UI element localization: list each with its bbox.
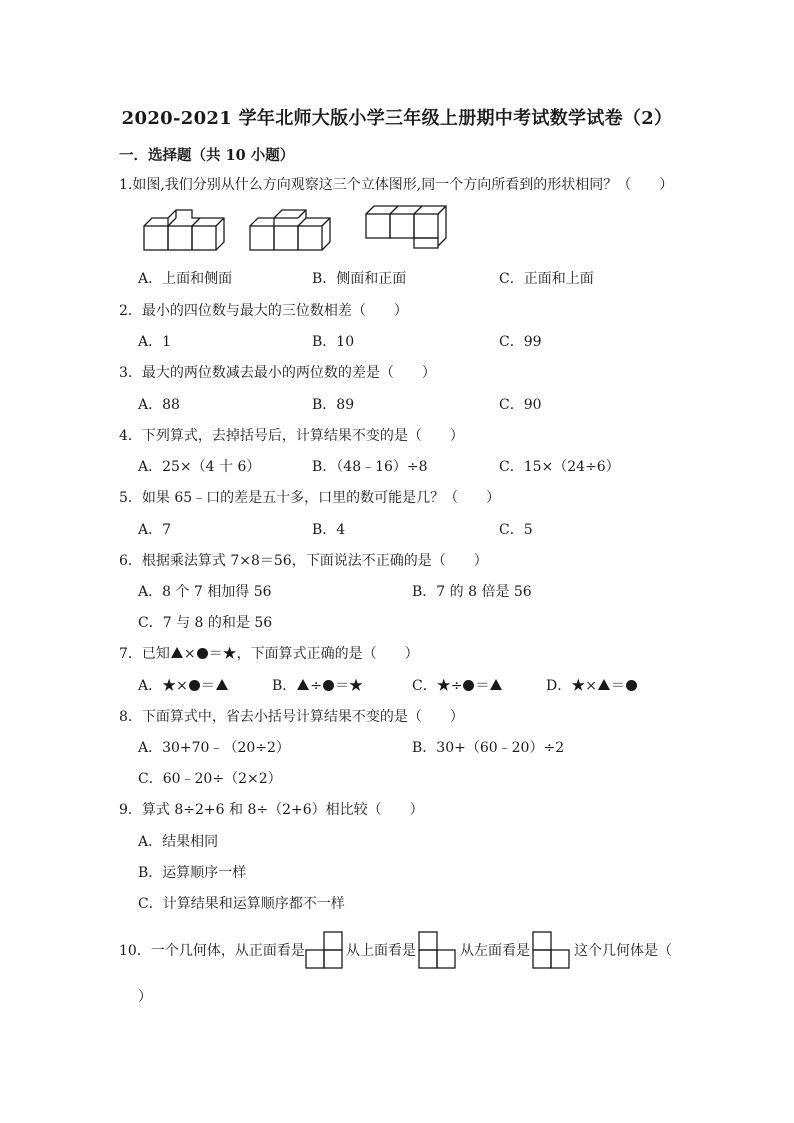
star-icon: ★ [162,678,177,694]
question-4-stem: 4．下列算式，去掉括号后，计算结果不变的是（ ） [119,428,464,444]
cube-figure-3 [366,206,446,248]
circle-icon [197,648,208,659]
q8-option-a[interactable]: A．30+70﹣（20÷2） [138,740,290,756]
q3-option-a[interactable]: A．88 [138,397,180,413]
question-1-stem: 1.如图,我们分别从什么方向观察这三个立体图形,同一个方向所看到的形状相同？（ ） [119,177,674,193]
question-6-stem: 6．根据乘法算式 7×8＝56，下面说法不正确的是（ ） [119,553,488,569]
question-10-stem-part1: 10．一个几何体，从正面看是 [119,943,305,959]
q1-option-b[interactable]: B．侧面和正面 [312,271,407,287]
page-title: 2020-2021 学年北师大版小学三年级上册期中考试数学试卷（2） [121,108,673,129]
q6-option-b[interactable]: B．7 的 8 倍是 56 [412,584,532,600]
question-10-stem-part5: ） [138,989,152,1005]
question-5-stem: 5．如果 65﹣口的差是五十多，口里的数可能是几？（ ） [119,490,501,506]
circle-icon [463,680,474,691]
q3-option-b[interactable]: B．89 [312,397,355,413]
question-9-stem: 9．算式 8÷2+6 和 8÷（2+6）相比较（ ） [119,802,424,818]
question-2-stem: 2．最小的四位数与最大的三位数相差（ ） [119,303,408,319]
question-3-stem: 3．最大的两位数减去最小的两位数的差是（ ） [119,365,436,381]
question-10-stem-part4: 这个几何体是（ [574,943,672,959]
section-heading: 一．选择题（共 10 小题） [119,147,295,164]
star-icon: ★ [436,678,451,694]
q2-option-c[interactable]: C．99 [499,334,542,350]
q4-option-c[interactable]: C．15×（24÷6） [499,459,620,475]
circle-icon [626,680,637,691]
q2-option-a[interactable]: A．1 [138,334,172,350]
q5-option-b[interactable]: B．4 [312,522,346,538]
triangle-icon [598,679,610,690]
triangle-icon [297,679,309,690]
q5-option-a[interactable]: A．7 [138,522,172,538]
q6-option-a[interactable]: A．8 个 7 相加得 56 [138,584,272,600]
question-7-stem: 7．已知 × ＝★，下面算式正确的是（ ） [119,646,419,662]
q7-option-a[interactable]: A．★× ＝ [138,677,229,695]
q9-option-a[interactable]: A．结果相同 [138,834,219,850]
star-icon: ★ [571,678,586,694]
question-8-stem: 8．下面算式中，省去小括号计算结果不变的是（ ） [119,709,464,725]
q2-option-b[interactable]: B．10 [312,334,355,350]
star-icon: ★ [222,646,237,662]
top-view-figure [418,930,458,970]
q7-option-d[interactable]: D．★× ＝ [546,677,638,695]
q9-option-b[interactable]: B．运算顺序一样 [138,865,247,881]
q3-option-c[interactable]: C．90 [499,397,542,413]
q6-option-c[interactable]: C．7 与 8 的和是 56 [138,615,273,631]
star-icon: ★ [349,678,364,694]
front-view-figure [305,930,345,970]
q9-option-c[interactable]: C．计算结果和运算顺序都不一样 [138,896,345,912]
q7-option-c[interactable]: C．★÷ ＝ [412,677,503,695]
q4-option-a[interactable]: A．25×（4 十 6） [138,459,261,475]
circle-icon [189,680,200,691]
circle-icon [323,680,334,691]
triangle-icon [171,647,183,658]
q8-option-c[interactable]: C．60﹣20÷（2×2） [138,771,282,787]
cube-figure-2 [250,210,330,250]
q7-option-b[interactable]: B． ÷ ＝★ [272,678,364,694]
q1-option-a[interactable]: A．上面和侧面 [138,271,233,287]
cube-figure-1 [144,210,224,250]
q8-option-b[interactable]: B．30+（60﹣20）÷2 [412,740,565,756]
question-10-stem-part2: 从上面看是 [346,943,416,959]
triangle-icon [216,679,228,690]
left-view-figure [532,930,572,970]
triangle-icon [490,679,502,690]
q1-option-c[interactable]: C．正面和上面 [499,271,594,287]
q5-option-c[interactable]: C．5 [499,522,533,538]
question-1-figure [140,204,450,254]
q4-option-b[interactable]: B．（48﹣16）÷8 [312,459,428,475]
question-10-stem-part3: 从左面看是 [460,943,530,959]
